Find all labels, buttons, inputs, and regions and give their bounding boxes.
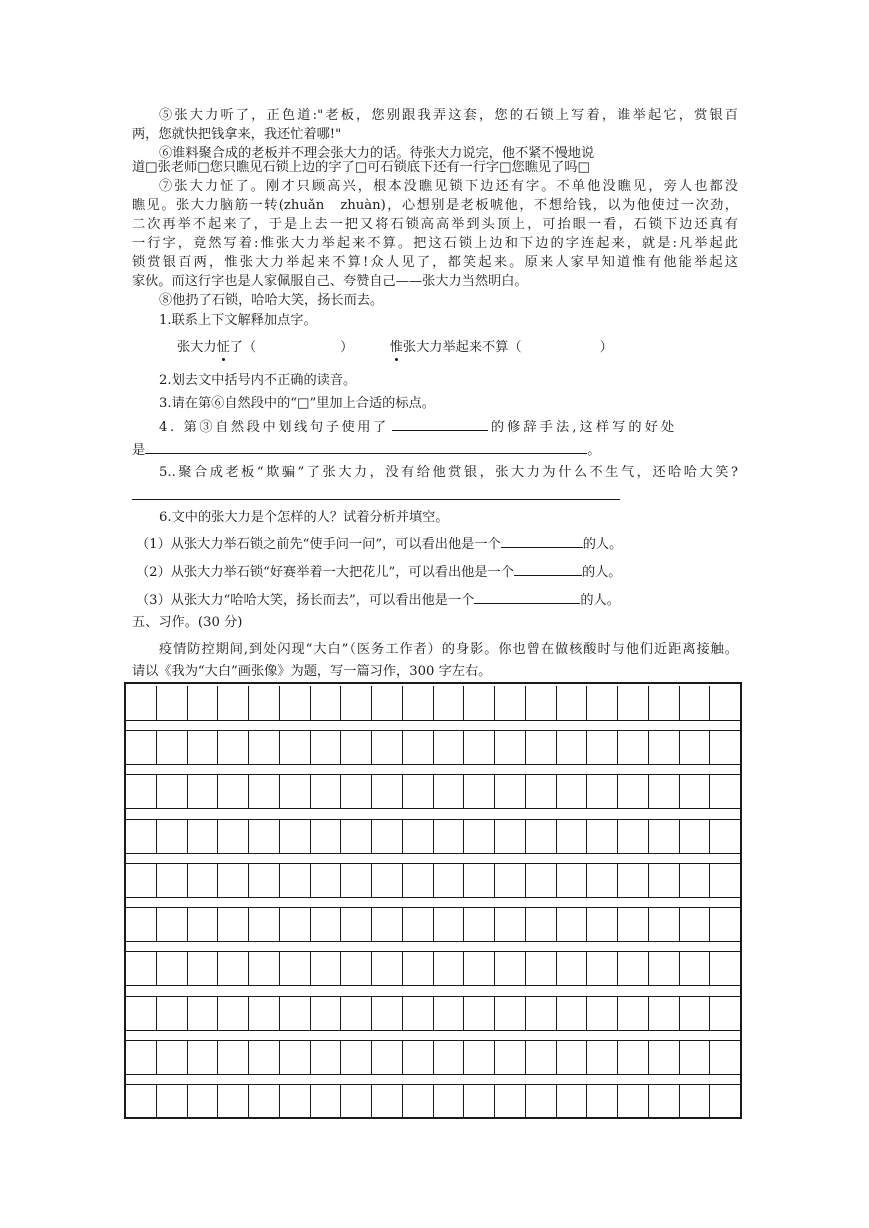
question-6: 6.文中的张大力是个怎样的人？试着分析并填空。 xyxy=(159,510,449,525)
grid-cell[interactable] xyxy=(310,820,341,853)
grid-cell[interactable] xyxy=(709,952,740,985)
grid-cell[interactable] xyxy=(371,997,402,1030)
grid-cell[interactable] xyxy=(156,864,187,897)
q4-pre: 4. 第③自然段中划线句子使用了 xyxy=(159,420,389,435)
grid-cell[interactable] xyxy=(217,908,248,941)
passage-p8-line1: ⑧他扔了石锁，哈哈大笑，扬长而去。 xyxy=(159,293,384,308)
grid-cell[interactable] xyxy=(402,997,433,1030)
grid-cell[interactable] xyxy=(648,686,679,720)
grid-row-separator xyxy=(126,986,740,995)
grid-cell[interactable] xyxy=(525,997,556,1030)
section-five-heading: 五、习作。(30 分) xyxy=(132,615,243,630)
grid-cell[interactable] xyxy=(402,820,433,853)
grid-cell[interactable] xyxy=(648,997,679,1030)
question-1: 1.联系上下文解释加点字。 xyxy=(159,313,317,328)
grid-cell[interactable] xyxy=(709,1041,740,1074)
grid-cell[interactable] xyxy=(525,775,556,808)
grid-cell[interactable] xyxy=(156,686,187,720)
grid-cell[interactable] xyxy=(463,1041,494,1074)
grid-row-separator xyxy=(126,942,740,951)
grid-cell[interactable] xyxy=(709,908,740,941)
grid-cell[interactable] xyxy=(648,952,679,985)
q4-blank-1[interactable] xyxy=(392,417,488,431)
writing-grid[interactable] xyxy=(124,682,742,1119)
grid-cell[interactable] xyxy=(586,908,617,941)
q4-blank-2[interactable] xyxy=(145,440,587,454)
question-5: 5..聚合成老板“欺骗”了张大力，没有给他赏银，张大力为什么不生气，还哈哈大笑? xyxy=(159,465,738,480)
grid-cell[interactable] xyxy=(494,864,525,897)
grid-cell[interactable] xyxy=(156,952,187,985)
grid-cell[interactable] xyxy=(556,686,587,720)
grid-cell[interactable] xyxy=(187,1085,218,1119)
grid-cell[interactable] xyxy=(340,864,371,897)
grid-cell[interactable] xyxy=(586,1085,617,1119)
grid-row-separator xyxy=(126,1031,740,1040)
q6-3-pre: （3）从张大力“哈哈大笑，扬长而去”，可以看出他是一个 xyxy=(136,593,475,608)
q1b-close: ） xyxy=(599,340,613,355)
grid-cell[interactable] xyxy=(494,1085,525,1119)
grid-cell[interactable] xyxy=(494,1041,525,1074)
grid-cell[interactable] xyxy=(556,952,587,985)
grid-row xyxy=(126,730,740,765)
grid-cell[interactable] xyxy=(463,908,494,941)
grid-cell[interactable] xyxy=(248,1085,279,1119)
grid-cell[interactable] xyxy=(340,997,371,1030)
grid-cell[interactable] xyxy=(126,908,156,941)
grid-cell[interactable] xyxy=(679,775,710,808)
grid-cell[interactable] xyxy=(709,997,740,1030)
q6-3-post: 的人。 xyxy=(580,593,620,608)
q6-2-blank[interactable] xyxy=(514,562,582,576)
grid-row xyxy=(126,907,740,942)
grid-cell[interactable] xyxy=(340,775,371,808)
grid-cell[interactable] xyxy=(340,686,371,720)
grid-cell[interactable] xyxy=(340,908,371,941)
question-6-part3 xyxy=(136,590,742,610)
grid-cell[interactable] xyxy=(494,731,525,764)
grid-cell[interactable] xyxy=(463,997,494,1030)
grid-cell[interactable] xyxy=(340,1041,371,1074)
grid-cell[interactable] xyxy=(402,908,433,941)
grid-cell[interactable] xyxy=(709,864,740,897)
grid-cell[interactable] xyxy=(709,820,740,853)
grid-cell[interactable] xyxy=(248,1041,279,1074)
grid-cell[interactable] xyxy=(187,686,218,720)
grid-row xyxy=(126,951,740,986)
grid-cell[interactable] xyxy=(187,908,218,941)
grid-cell[interactable] xyxy=(187,820,218,853)
grid-cell[interactable] xyxy=(279,820,310,853)
composition-prompt-line2: 请以《我为“大白”画张像》为题，写一篇习作，300 字左右。 xyxy=(132,664,492,679)
grid-cell[interactable] xyxy=(126,686,156,720)
passage-p7-line4: 一行字，竟然写着:惟张大力举起来不算。把这石锁上边和下边的字连起来，就是:凡举起此 xyxy=(132,236,738,251)
grid-cell[interactable] xyxy=(709,731,740,764)
grid-cell[interactable] xyxy=(126,731,156,764)
grid-cell[interactable] xyxy=(187,997,218,1030)
grid-cell[interactable] xyxy=(586,952,617,985)
grid-cell[interactable] xyxy=(463,731,494,764)
grid-cell[interactable] xyxy=(279,997,310,1030)
grid-cell[interactable] xyxy=(156,1041,187,1074)
grid-cell[interactable] xyxy=(433,775,464,808)
grid-cell[interactable] xyxy=(586,997,617,1030)
grid-cell[interactable] xyxy=(126,1041,156,1074)
grid-cell[interactable] xyxy=(679,997,710,1030)
grid-cell[interactable] xyxy=(586,731,617,764)
grid-cell[interactable] xyxy=(156,731,187,764)
grid-cell[interactable] xyxy=(525,908,556,941)
grid-cell[interactable] xyxy=(156,775,187,808)
grid-cell[interactable] xyxy=(648,731,679,764)
grid-cell[interactable] xyxy=(156,908,187,941)
grid-cell[interactable] xyxy=(556,1041,587,1074)
grid-row xyxy=(126,774,740,809)
grid-cell[interactable] xyxy=(279,864,310,897)
grid-cell[interactable] xyxy=(217,997,248,1030)
question-1-items xyxy=(177,338,657,357)
grid-cell[interactable] xyxy=(217,731,248,764)
grid-cell[interactable] xyxy=(402,775,433,808)
grid-cell[interactable] xyxy=(433,908,464,941)
grid-cell[interactable] xyxy=(648,1085,679,1119)
grid-cell[interactable] xyxy=(340,731,371,764)
grid-cell[interactable] xyxy=(126,864,156,897)
grid-cell[interactable] xyxy=(279,1041,310,1074)
grid-cell[interactable] xyxy=(525,820,556,853)
grid-cell[interactable] xyxy=(648,908,679,941)
q4-line2-start: 是 xyxy=(132,443,146,458)
q6-1-pre: （1）从张大力举石锁之前先“使手问一问”，可以看出他是一个 xyxy=(136,537,501,552)
grid-cell[interactable] xyxy=(433,731,464,764)
grid-cell[interactable] xyxy=(156,997,187,1030)
grid-cell[interactable] xyxy=(310,908,341,941)
grid-cell[interactable] xyxy=(310,952,341,985)
grid-cell[interactable] xyxy=(494,775,525,808)
grid-cell[interactable] xyxy=(402,1085,433,1119)
grid-cell[interactable] xyxy=(617,1041,648,1074)
grid-cell[interactable] xyxy=(371,820,402,853)
grid-cell[interactable] xyxy=(525,686,556,720)
grid-cell[interactable] xyxy=(187,731,218,764)
grid-cell[interactable] xyxy=(310,775,341,808)
grid-cell[interactable] xyxy=(463,952,494,985)
grid-cell[interactable] xyxy=(248,775,279,808)
passage-p6-line1: ⑥谁料聚合成的老板并不理会张大力的话。待张大力说完，他不紧不慢地说 xyxy=(159,146,595,161)
grid-cell[interactable] xyxy=(586,864,617,897)
grid-cell[interactable] xyxy=(187,864,218,897)
grid-cell[interactable] xyxy=(187,1041,218,1074)
grid-cell[interactable] xyxy=(648,775,679,808)
grid-cell[interactable] xyxy=(310,864,341,897)
grid-cell[interactable] xyxy=(187,775,218,808)
passage-p6-line2: 道□张老师□您只瞧见石锁上边的字了□可石锁底下还有一行字□您瞧见了吗□ xyxy=(132,160,590,175)
grid-cell[interactable] xyxy=(310,1085,341,1119)
q6-1-post: 的人。 xyxy=(582,537,623,552)
grid-cell[interactable] xyxy=(494,686,525,720)
grid-cell[interactable] xyxy=(217,1085,248,1119)
grid-cell[interactable] xyxy=(433,1085,464,1119)
grid-cell[interactable] xyxy=(525,864,556,897)
grid-cell[interactable] xyxy=(126,997,156,1030)
grid-cell[interactable] xyxy=(494,820,525,853)
grid-cell[interactable] xyxy=(248,731,279,764)
passage-p5-line1: ⑤张大力听了，正色道:"老板，您别跟我弄这套，您的石锁上写着，谁举起它，赏银百 xyxy=(159,108,738,123)
grid-cell[interactable] xyxy=(463,775,494,808)
grid-cell[interactable] xyxy=(463,1085,494,1119)
grid-cell[interactable] xyxy=(556,864,587,897)
grid-cell[interactable] xyxy=(248,686,279,720)
grid-cell[interactable] xyxy=(463,686,494,720)
q5-answer-line[interactable] xyxy=(132,499,620,500)
grid-cell[interactable] xyxy=(248,952,279,985)
grid-cell[interactable] xyxy=(617,997,648,1030)
grid-cell[interactable] xyxy=(617,775,648,808)
grid-cell[interactable] xyxy=(679,686,710,720)
grid-cell[interactable] xyxy=(617,731,648,764)
grid-cell[interactable] xyxy=(402,731,433,764)
grid-cell[interactable] xyxy=(126,1085,156,1119)
grid-cell[interactable] xyxy=(617,864,648,897)
grid-cell[interactable] xyxy=(371,775,402,808)
q1b-dotted-char: 惟 xyxy=(389,340,403,355)
grid-cell[interactable] xyxy=(156,820,187,853)
grid-cell[interactable] xyxy=(433,997,464,1030)
grid-cell[interactable] xyxy=(126,952,156,985)
grid-row xyxy=(126,686,740,721)
q6-2-post: 的人。 xyxy=(581,565,622,580)
grid-cell[interactable] xyxy=(617,820,648,853)
q1b-post: 张大力举起来不算（ xyxy=(402,340,522,355)
question-6-part2 xyxy=(136,562,742,582)
grid-cell[interactable] xyxy=(126,820,156,853)
q1a-post: 了（ xyxy=(229,340,257,355)
grid-cell[interactable] xyxy=(648,1041,679,1074)
grid-cell[interactable] xyxy=(248,864,279,897)
grid-cell[interactable] xyxy=(679,952,710,985)
passage-p7-line2: 瞧见。张大力脑筋一转(zhuǎn zhuàn)，心想别是老板唬他，不想给钱，以为他使过一次劲， xyxy=(132,198,738,213)
grid-cell[interactable] xyxy=(402,952,433,985)
grid-cell[interactable] xyxy=(679,1041,710,1074)
grid-cell[interactable] xyxy=(279,952,310,985)
grid-cell[interactable] xyxy=(217,1041,248,1074)
passage-p5-line2: 两，您就快把钱拿来，我还忙着哪!" xyxy=(132,127,342,142)
grid-cell[interactable] xyxy=(679,1085,710,1119)
grid-cell[interactable] xyxy=(156,1085,187,1119)
grid-cell[interactable] xyxy=(217,820,248,853)
grid-row-separator xyxy=(126,854,740,863)
grid-cell[interactable] xyxy=(402,864,433,897)
grid-cell[interactable] xyxy=(525,731,556,764)
grid-cell[interactable] xyxy=(679,908,710,941)
grid-cell[interactable] xyxy=(586,1041,617,1074)
grid-cell[interactable] xyxy=(463,820,494,853)
grid-cell[interactable] xyxy=(556,820,587,853)
grid-cell[interactable] xyxy=(556,731,587,764)
grid-cell[interactable] xyxy=(310,997,341,1030)
grid-row-separator xyxy=(126,765,740,774)
grid-cell[interactable] xyxy=(617,908,648,941)
grid-cell[interactable] xyxy=(248,820,279,853)
question-6-part1 xyxy=(136,534,742,554)
grid-cell[interactable] xyxy=(371,908,402,941)
grid-cell[interactable] xyxy=(340,952,371,985)
grid-row xyxy=(126,1084,740,1119)
grid-cell[interactable] xyxy=(679,820,710,853)
grid-cell[interactable] xyxy=(463,864,494,897)
grid-cell[interactable] xyxy=(525,1085,556,1119)
grid-cell[interactable] xyxy=(617,686,648,720)
grid-row-separator xyxy=(126,898,740,907)
grid-cell[interactable] xyxy=(586,820,617,853)
passage-p7-line3: 二次再举不起来了，于是上去一把又将石锁高高举到头顶上，可抬眼一看，石锁下边还真有 xyxy=(132,217,738,232)
question-3: 3.请在第⑥自然段中的“□”里加上合适的标点。 xyxy=(159,396,435,411)
grid-cell[interactable] xyxy=(709,1085,740,1119)
grid-cell[interactable] xyxy=(525,952,556,985)
grid-cell[interactable] xyxy=(371,952,402,985)
q1a-pre: 张大力 xyxy=(177,340,217,355)
grid-cell[interactable] xyxy=(217,686,248,720)
grid-cell[interactable] xyxy=(525,1041,556,1074)
grid-cell[interactable] xyxy=(648,820,679,853)
grid-cell[interactable] xyxy=(217,864,248,897)
grid-cell[interactable] xyxy=(433,686,464,720)
grid-cell[interactable] xyxy=(248,997,279,1030)
grid-cell[interactable] xyxy=(310,1041,341,1074)
grid-cell[interactable] xyxy=(279,908,310,941)
grid-cell[interactable] xyxy=(340,820,371,853)
grid-cell[interactable] xyxy=(494,908,525,941)
grid-row xyxy=(126,996,740,1031)
grid-cell[interactable] xyxy=(586,686,617,720)
grid-cell[interactable] xyxy=(556,997,587,1030)
grid-cell[interactable] xyxy=(617,952,648,985)
grid-cell[interactable] xyxy=(679,864,710,897)
grid-cell[interactable] xyxy=(187,952,218,985)
grid-cell[interactable] xyxy=(679,731,710,764)
grid-cell[interactable] xyxy=(556,908,587,941)
grid-cell[interactable] xyxy=(556,775,587,808)
grid-cell[interactable] xyxy=(217,775,248,808)
question-4-line2 xyxy=(132,440,738,460)
passage-p7-line5: 锁赏银百两，惟张大力举起来不算!众人见了，都笑起来。原来人家早知道惟有他能举起这 xyxy=(132,255,738,270)
grid-cell[interactable] xyxy=(310,686,341,720)
composition-prompt-line1: 疫情防控期间,到处闪现“大白”（医务工作者）的身影。你也曾在做核酸时与他们近距离接触。 xyxy=(159,642,738,657)
grid-cell[interactable] xyxy=(279,775,310,808)
grid-row-separator xyxy=(126,809,740,818)
grid-cell[interactable] xyxy=(402,1041,433,1074)
grid-cell[interactable] xyxy=(556,1085,587,1119)
grid-cell[interactable] xyxy=(371,686,402,720)
q6-2-pre: （2）从张大力举石锁“好赛举着一大把花儿”，可以看出他是一个 xyxy=(136,565,514,580)
grid-cell[interactable] xyxy=(494,997,525,1030)
grid-row xyxy=(126,863,740,898)
grid-cell[interactable] xyxy=(340,1085,371,1119)
q6-1-blank[interactable] xyxy=(501,534,583,548)
grid-cell[interactable] xyxy=(433,1041,464,1074)
q1a-close: ） xyxy=(340,340,354,355)
grid-cell[interactable] xyxy=(433,820,464,853)
q4-post: 的修辞手法,这样写的好处 xyxy=(490,420,678,435)
grid-cell[interactable] xyxy=(279,1085,310,1119)
q1a-dotted-char: 怔 xyxy=(216,340,230,355)
passage-p7-line1: ⑦张大力怔了。刚才只顾高兴，根本没瞧见锁下边还有字。不单他没瞧见，旁人也都没 xyxy=(159,179,738,194)
q6-3-blank[interactable] xyxy=(474,590,580,604)
grid-row xyxy=(126,819,740,854)
grid-cell[interactable] xyxy=(248,908,279,941)
grid-cell[interactable] xyxy=(648,864,679,897)
grid-cell[interactable] xyxy=(279,686,310,720)
grid-row xyxy=(126,1040,740,1075)
passage-p7-line6: 家伙。而这行字也是人家佩服自己、夸赞自己——张大力当然明白。 xyxy=(132,274,528,289)
grid-cell[interactable] xyxy=(709,775,740,808)
question-2: 2.划去文中括号内不正确的读音。 xyxy=(159,373,357,388)
grid-cell[interactable] xyxy=(709,686,740,720)
grid-cell[interactable] xyxy=(586,775,617,808)
grid-cell[interactable] xyxy=(217,952,248,985)
grid-row-separator xyxy=(126,1075,740,1084)
grid-cell[interactable] xyxy=(371,1085,402,1119)
grid-cell[interactable] xyxy=(310,731,341,764)
grid-cell[interactable] xyxy=(126,775,156,808)
grid-cell[interactable] xyxy=(279,731,310,764)
grid-cell[interactable] xyxy=(494,952,525,985)
question-4-line1 xyxy=(132,417,738,437)
q4-line2-end: 。 xyxy=(587,443,601,458)
grid-cell[interactable] xyxy=(617,1085,648,1119)
grid-cell[interactable] xyxy=(371,1041,402,1074)
grid-cell[interactable] xyxy=(371,731,402,764)
grid-cell[interactable] xyxy=(433,864,464,897)
grid-cell[interactable] xyxy=(371,864,402,897)
grid-row-separator xyxy=(126,721,740,730)
grid-cell[interactable] xyxy=(433,952,464,985)
grid-cell[interactable] xyxy=(402,686,433,720)
